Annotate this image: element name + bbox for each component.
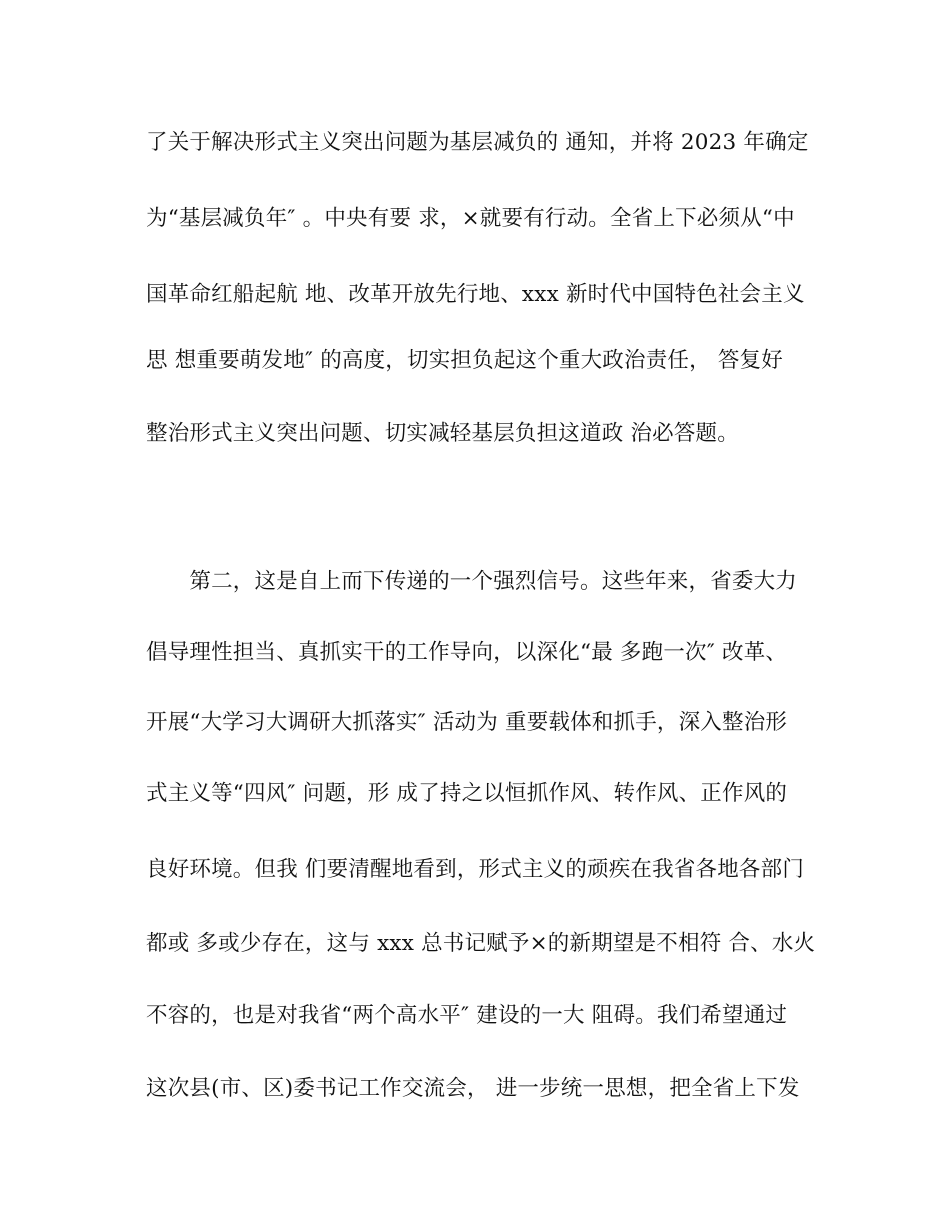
text-line: 了关于解决形式主义突出问题为基层减负的 通知，并将 2023 年确定 — [146, 130, 809, 155]
text-line: 都或 多或少存在，这与 xxx 总书记赋予×的新期望是不相符 合、水火 — [146, 931, 816, 956]
text-line: 为“基层减负年″ 。中央有要 求，×就要有行动。全省上下必须从“中 — [146, 206, 795, 231]
text-line: 倡导理性担当、真抓实干的工作导向，以深化“最 多跑一次″ 改革、 — [146, 640, 788, 665]
text-line: 国革命红船起航 地、改革开放先行地、xxx 新时代中国特色社会主义 — [146, 282, 805, 307]
text-line: 这次县(市、区)委书记工作交流会， 进一步统一思想，把全省上下发 — [146, 1076, 800, 1101]
text-line: 不容的，也是对我省“两个高水平″ 建设的一大 阻碍。我们希望通过 — [146, 1003, 788, 1028]
text-line: 第二，这是自上而下传递的一个强烈信号。这些年来，省委大力 — [146, 569, 798, 594]
text-line: 良好环境。但我 们要清醒地看到，形式主义的顽疾在我省各地各部门 — [146, 857, 805, 882]
text-line: 整治形式主义突出问题、切实减轻基层负担这道政 治必答题。 — [146, 421, 739, 446]
text-line: 开展“大学习大调研大抓落实″ 活动为 重要载体和抓手，深入整治形 — [146, 710, 788, 735]
text-line: 思 想重要萌发地″ 的高度，切实担负起这个重大政治责任， 答复好 — [146, 348, 783, 373]
text-line: 式主义等“四风″ 问题，形 成了持之以恒抓作风、转作风、正作风的 — [146, 781, 788, 806]
